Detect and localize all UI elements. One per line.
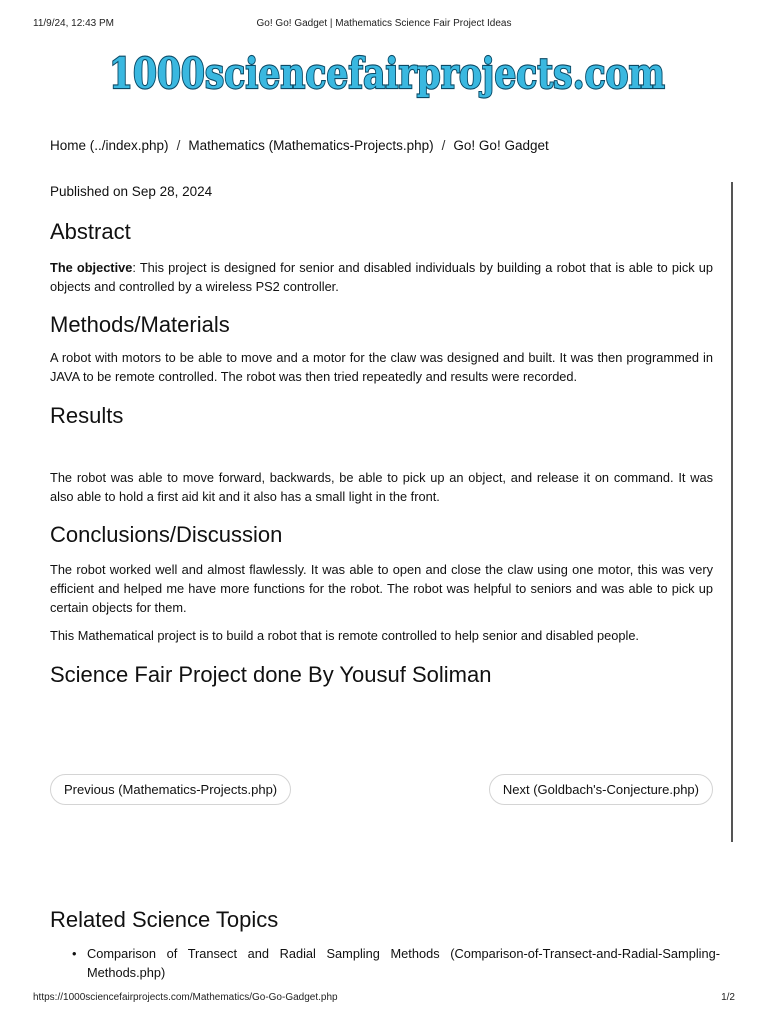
methods-paragraph: A robot with motors to be able to move and a motor for the claw was designed and built. It was then programmed in JAVA to be remote controlled. The robot was then tried repeatedly and results were recorded. — [50, 350, 713, 384]
breadcrumb-current: Go! Go! Gadget — [453, 138, 549, 153]
next-project-button[interactable]: Next (Goldbach's-Conjecture.php) — [489, 774, 713, 805]
abstract-paragraph — [50, 258, 713, 296]
print-header-datetime: 11/9/24, 12:43 PM — [33, 18, 114, 29]
related-topic-item[interactable] — [50, 944, 720, 982]
logo-text: 1000sciencefairprojects.com — [109, 49, 665, 98]
objective-label: The objective — [50, 260, 133, 275]
breadcrumb — [50, 138, 549, 153]
print-footer-page-number: 1/2 — [721, 992, 735, 1003]
content-divider — [731, 182, 733, 842]
project-credit: Science Fair Project done By Yousuf Soliman — [50, 662, 492, 687]
print-footer-url: https://1000sciencefairprojects.com/Mathematics/Go-Go-Gadget.php — [33, 992, 338, 1003]
results-paragraph: The robot was able to move forward, backwards, be able to pick up an object, and release it on command. It was also able to hold a first aid kit and it also has a small light in the front. — [50, 470, 713, 504]
breadcrumb-separator: / — [441, 138, 446, 153]
bullet-icon: • — [72, 946, 77, 961]
related-topics-list — [50, 944, 720, 982]
results-heading: Results — [50, 403, 124, 428]
related-topics-heading: Related Science Topics — [50, 907, 279, 932]
conclusions-heading: Conclusions/Discussion — [50, 522, 283, 547]
conclusions-paragraph: The robot worked well and almost flawlessly. It was able to open and close the claw using one motor, this was very efficient and helped me have more functions for the robot. The robot was helpful to seniors and was able to pick up certain objects for them. — [50, 562, 713, 615]
related-topic-link[interactable]: Comparison of Transect and Radial Sampling Methods (Comparison-of-Transect-and-Radial-Sampling-Methods.php) — [87, 946, 720, 980]
site-logo[interactable] — [104, 42, 670, 102]
breadcrumb-home-link[interactable]: Home (../index.php) — [50, 138, 169, 153]
published-date: Published on Sep 28, 2024 — [50, 184, 213, 199]
print-header-title: Go! Go! Gadget | Mathematics Science Fair Project Ideas — [256, 18, 512, 29]
abstract-heading: Abstract — [50, 219, 131, 244]
breadcrumb-separator: / — [176, 138, 181, 153]
previous-project-button[interactable]: Previous (Mathematics-Projects.php) — [50, 774, 291, 805]
project-summary-paragraph: This Mathematical project is to build a robot that is remote controlled to help senior and disabled people. — [50, 628, 639, 643]
methods-heading: Methods/Materials — [50, 312, 230, 337]
breadcrumb-category-link[interactable]: Mathematics (Mathematics-Projects.php) — [188, 138, 434, 153]
objective-text: : This project is designed for senior and disabled individuals by building a robot that is able to pick up objects and controlled by a wireless PS2 controller. — [50, 260, 714, 294]
